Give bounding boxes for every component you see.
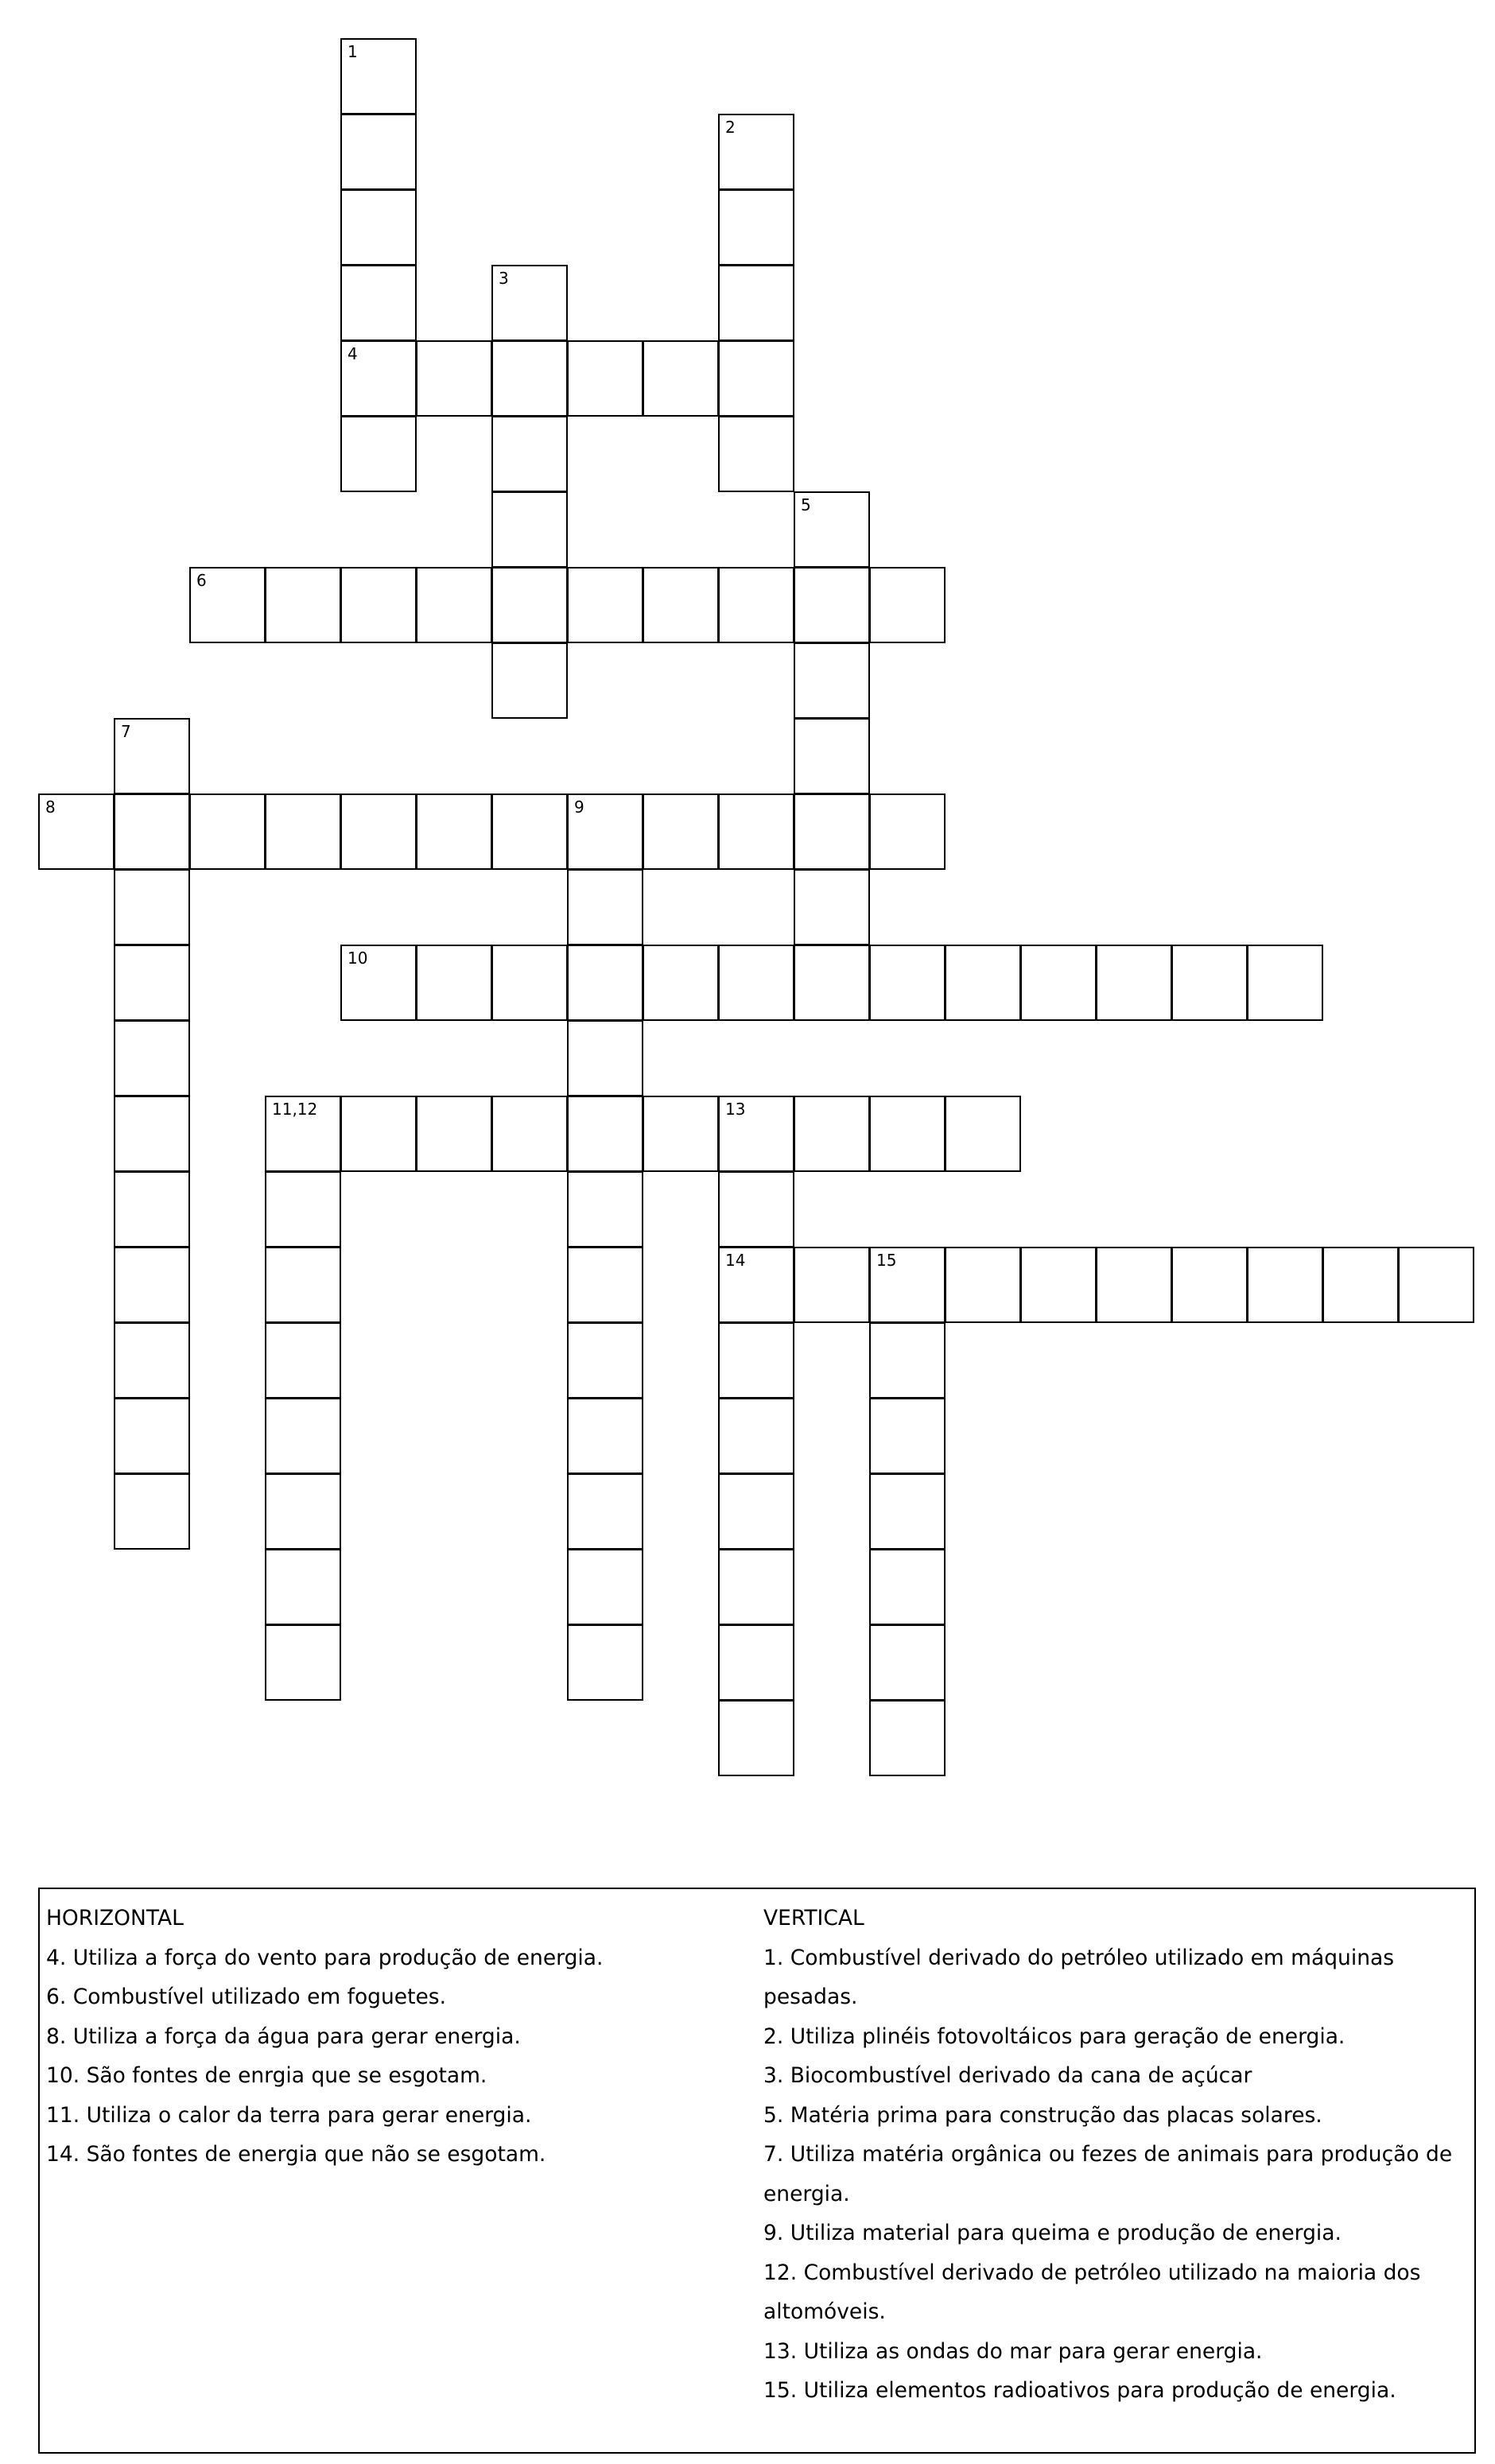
grid-cell[interactable] [794, 567, 870, 643]
grid-cell[interactable] [718, 1096, 794, 1172]
clue-2: 2. Utiliza plinéis fotovoltáicos para geração de energia. [763, 2024, 1346, 2049]
grid-cell[interactable] [491, 491, 568, 568]
clue-number: 1 [348, 42, 358, 61]
grid-cell[interactable] [114, 794, 190, 870]
grid-cell[interactable] [567, 567, 643, 643]
grid-cell[interactable] [567, 340, 643, 417]
grid-cell[interactable] [416, 945, 492, 1021]
clue-1: 1. Combustível derivado do petróleo utilizado em máquinas pesadas. [763, 1945, 1395, 2009]
clue-number: 14 [725, 1251, 746, 1270]
clue-number: 13 [725, 1100, 746, 1119]
grid-cell[interactable] [1020, 1247, 1097, 1323]
grid-cell[interactable] [643, 340, 719, 417]
grid-cell[interactable] [491, 945, 568, 1021]
grid-cell[interactable] [114, 1096, 190, 1172]
grid-cell[interactable] [491, 265, 568, 341]
grid-cell[interactable] [718, 1624, 794, 1701]
grid-cell[interactable] [718, 1700, 794, 1776]
grid-cell[interactable] [567, 1096, 643, 1172]
grid-cell[interactable] [869, 1096, 946, 1172]
grid-cell[interactable] [265, 1322, 341, 1399]
grid-cell[interactable] [189, 794, 266, 870]
grid-cell[interactable] [1171, 945, 1248, 1021]
grid-cell[interactable] [794, 1247, 870, 1323]
grid-cell[interactable] [1398, 1247, 1474, 1323]
grid-cell[interactable] [416, 1096, 492, 1172]
grid-cell[interactable] [567, 1322, 643, 1399]
clue-6: 6. Combustível utilizado em foguetes. [46, 1985, 446, 2009]
grid-cell[interactable] [869, 794, 946, 870]
clue-14: 14. São fontes de energia que não se esgotam. [46, 2142, 546, 2167]
grid-cell[interactable] [340, 794, 417, 870]
grid-cell[interactable] [491, 794, 568, 870]
grid-cell[interactable] [718, 189, 794, 266]
grid-cell[interactable] [265, 794, 341, 870]
grid-cell[interactable] [718, 114, 794, 190]
clue-9: 9. Utiliza material para queima e produção de energia. [763, 2221, 1342, 2245]
grid-cell[interactable] [794, 945, 870, 1021]
grid-cell[interactable] [340, 38, 417, 114]
clue-13: 13. Utiliza as ondas do mar para gerar energia. [763, 2338, 1263, 2364]
grid-cell[interactable] [869, 567, 946, 643]
grid-cell[interactable] [567, 869, 643, 945]
grid-cell[interactable] [869, 1624, 946, 1701]
grid-cell[interactable] [491, 642, 568, 719]
clue-12: 12. Combustível derivado de petróleo utilizado na maioria dos altomóveis. [763, 2260, 1421, 2324]
clue-number: 10 [348, 949, 368, 968]
grid-cell[interactable] [643, 945, 719, 1021]
grid-cell[interactable] [945, 945, 1021, 1021]
grid-cell[interactable] [567, 945, 643, 1021]
grid-cell[interactable] [340, 340, 417, 417]
grid-cell[interactable] [643, 1096, 719, 1172]
grid-cell[interactable] [794, 794, 870, 870]
grid-cell[interactable] [340, 114, 417, 190]
clue-number: 7 [121, 722, 131, 741]
grid-cell[interactable] [794, 491, 870, 568]
clue-10: 10. São fontes de enrgia que se esgotam. [46, 2063, 487, 2088]
grid-cell[interactable] [114, 945, 190, 1021]
grid-cell[interactable] [38, 794, 115, 870]
grid-cell[interactable] [491, 416, 568, 492]
grid-cell[interactable] [265, 1473, 341, 1550]
grid-cell[interactable] [114, 869, 190, 945]
grid-cell[interactable] [265, 1549, 341, 1625]
grid-cell[interactable] [718, 416, 794, 492]
grid-cell[interactable] [114, 1171, 190, 1248]
grid-cell[interactable] [643, 794, 719, 870]
grid-cell[interactable] [491, 1096, 568, 1172]
grid-cell[interactable] [340, 567, 417, 643]
grid-cell[interactable] [340, 189, 417, 266]
grid-cell[interactable] [794, 869, 870, 945]
grid-cell[interactable] [718, 1473, 794, 1550]
grid-cell[interactable] [265, 1096, 341, 1172]
clue-number: 4 [348, 344, 358, 363]
grid-cell[interactable] [1020, 945, 1097, 1021]
grid-cell[interactable] [567, 1549, 643, 1625]
clue-4: 4. Utiliza a força do vento para produção de energia. [46, 1945, 604, 1970]
clues-box [38, 1888, 1476, 2454]
grid-cell[interactable] [416, 340, 492, 417]
grid-cell[interactable] [718, 945, 794, 1021]
grid-cell[interactable] [1322, 1247, 1399, 1323]
grid-cell[interactable] [718, 1247, 794, 1323]
grid-cell[interactable] [265, 567, 341, 643]
grid-cell[interactable] [189, 567, 266, 643]
grid-cell[interactable] [945, 1247, 1021, 1323]
grid-cell[interactable] [794, 642, 870, 719]
clue-8: 8. Utiliza a força da água para gerar energia. [46, 2024, 521, 2049]
grid-cell[interactable] [567, 1624, 643, 1701]
grid-cell[interactable] [718, 1322, 794, 1399]
grid-cell[interactable] [718, 794, 794, 870]
grid-cell[interactable] [114, 1247, 190, 1323]
clue-number: 5 [801, 495, 811, 514]
grid-cell[interactable] [567, 1247, 643, 1323]
grid-cell[interactable] [567, 1171, 643, 1248]
grid-cell[interactable] [567, 794, 643, 870]
grid-cell[interactable] [114, 1473, 190, 1550]
grid-cell[interactable] [869, 1700, 946, 1776]
grid-cell[interactable] [794, 718, 870, 794]
grid-cell[interactable] [416, 794, 492, 870]
grid-cell[interactable] [1171, 1247, 1248, 1323]
grid-cell[interactable] [869, 1322, 946, 1399]
grid-cell[interactable] [416, 567, 492, 643]
grid-cell[interactable] [718, 1171, 794, 1248]
clue-3: 3. Biocombustível derivado da cana de açúcar [763, 2063, 1252, 2088]
grid-cell[interactable] [265, 1624, 341, 1701]
grid-cell[interactable] [869, 1473, 946, 1550]
grid-cell[interactable] [718, 567, 794, 643]
grid-cell[interactable] [567, 1020, 643, 1096]
clue-number: 11,12 [272, 1100, 318, 1119]
grid-cell[interactable] [491, 567, 568, 643]
grid-cell[interactable] [491, 340, 568, 417]
grid-cell[interactable] [718, 1549, 794, 1625]
grid-cell[interactable] [1096, 1247, 1172, 1323]
grid-cell[interactable] [567, 1473, 643, 1550]
grid-cell[interactable] [1247, 1247, 1323, 1323]
grid-cell[interactable] [114, 1322, 190, 1399]
clue-number: 9 [574, 797, 584, 817]
grid-cell[interactable] [265, 1171, 341, 1248]
grid-cell[interactable] [1096, 945, 1172, 1021]
clue-7: 7. Utiliza matéria orgânica ou fezes de animais para produção de energia. [763, 2142, 1453, 2206]
horizontal-heading: HORIZONTAL [46, 1906, 184, 1930]
clue-number: 2 [725, 118, 736, 137]
clue-number: 8 [45, 797, 56, 817]
grid-cell[interactable] [567, 1398, 643, 1474]
clue-number: 3 [499, 269, 509, 288]
grid-cell[interactable] [114, 1020, 190, 1096]
grid-cell[interactable] [794, 1096, 870, 1172]
clue-11: 11. Utiliza o calor da terra para gerar energia. [46, 2102, 532, 2128]
grid-cell[interactable] [718, 340, 794, 417]
horizontal-clues [46, 1899, 762, 2175]
grid-cell[interactable] [340, 1096, 417, 1172]
clue-number: 15 [876, 1251, 897, 1270]
grid-cell[interactable] [718, 265, 794, 341]
grid-cell[interactable] [1247, 945, 1323, 1021]
grid-cell[interactable] [869, 1549, 946, 1625]
vertical-clues [763, 1899, 1471, 2411]
clue-15: 15. Utiliza elementos radioativos para produção de energia. [763, 2378, 1396, 2403]
grid-cell[interactable] [340, 416, 417, 492]
grid-cell[interactable] [945, 1096, 1021, 1172]
grid-cell[interactable] [869, 1247, 946, 1323]
grid-cell[interactable] [265, 1247, 341, 1323]
grid-cell[interactable] [340, 945, 417, 1021]
clue-number: 6 [196, 571, 207, 590]
grid-cell[interactable] [869, 945, 946, 1021]
vertical-heading: VERTICAL [763, 1906, 864, 1930]
grid-cell[interactable] [869, 1398, 946, 1474]
clue-5: 5. Matéria prima para construção das placas solares. [763, 2102, 1322, 2128]
grid-cell[interactable] [265, 1398, 341, 1474]
grid-cell[interactable] [114, 718, 190, 794]
grid-cell[interactable] [114, 1398, 190, 1474]
grid-cell[interactable] [643, 567, 719, 643]
grid-cell[interactable] [340, 265, 417, 341]
grid-cell[interactable] [718, 1398, 794, 1474]
